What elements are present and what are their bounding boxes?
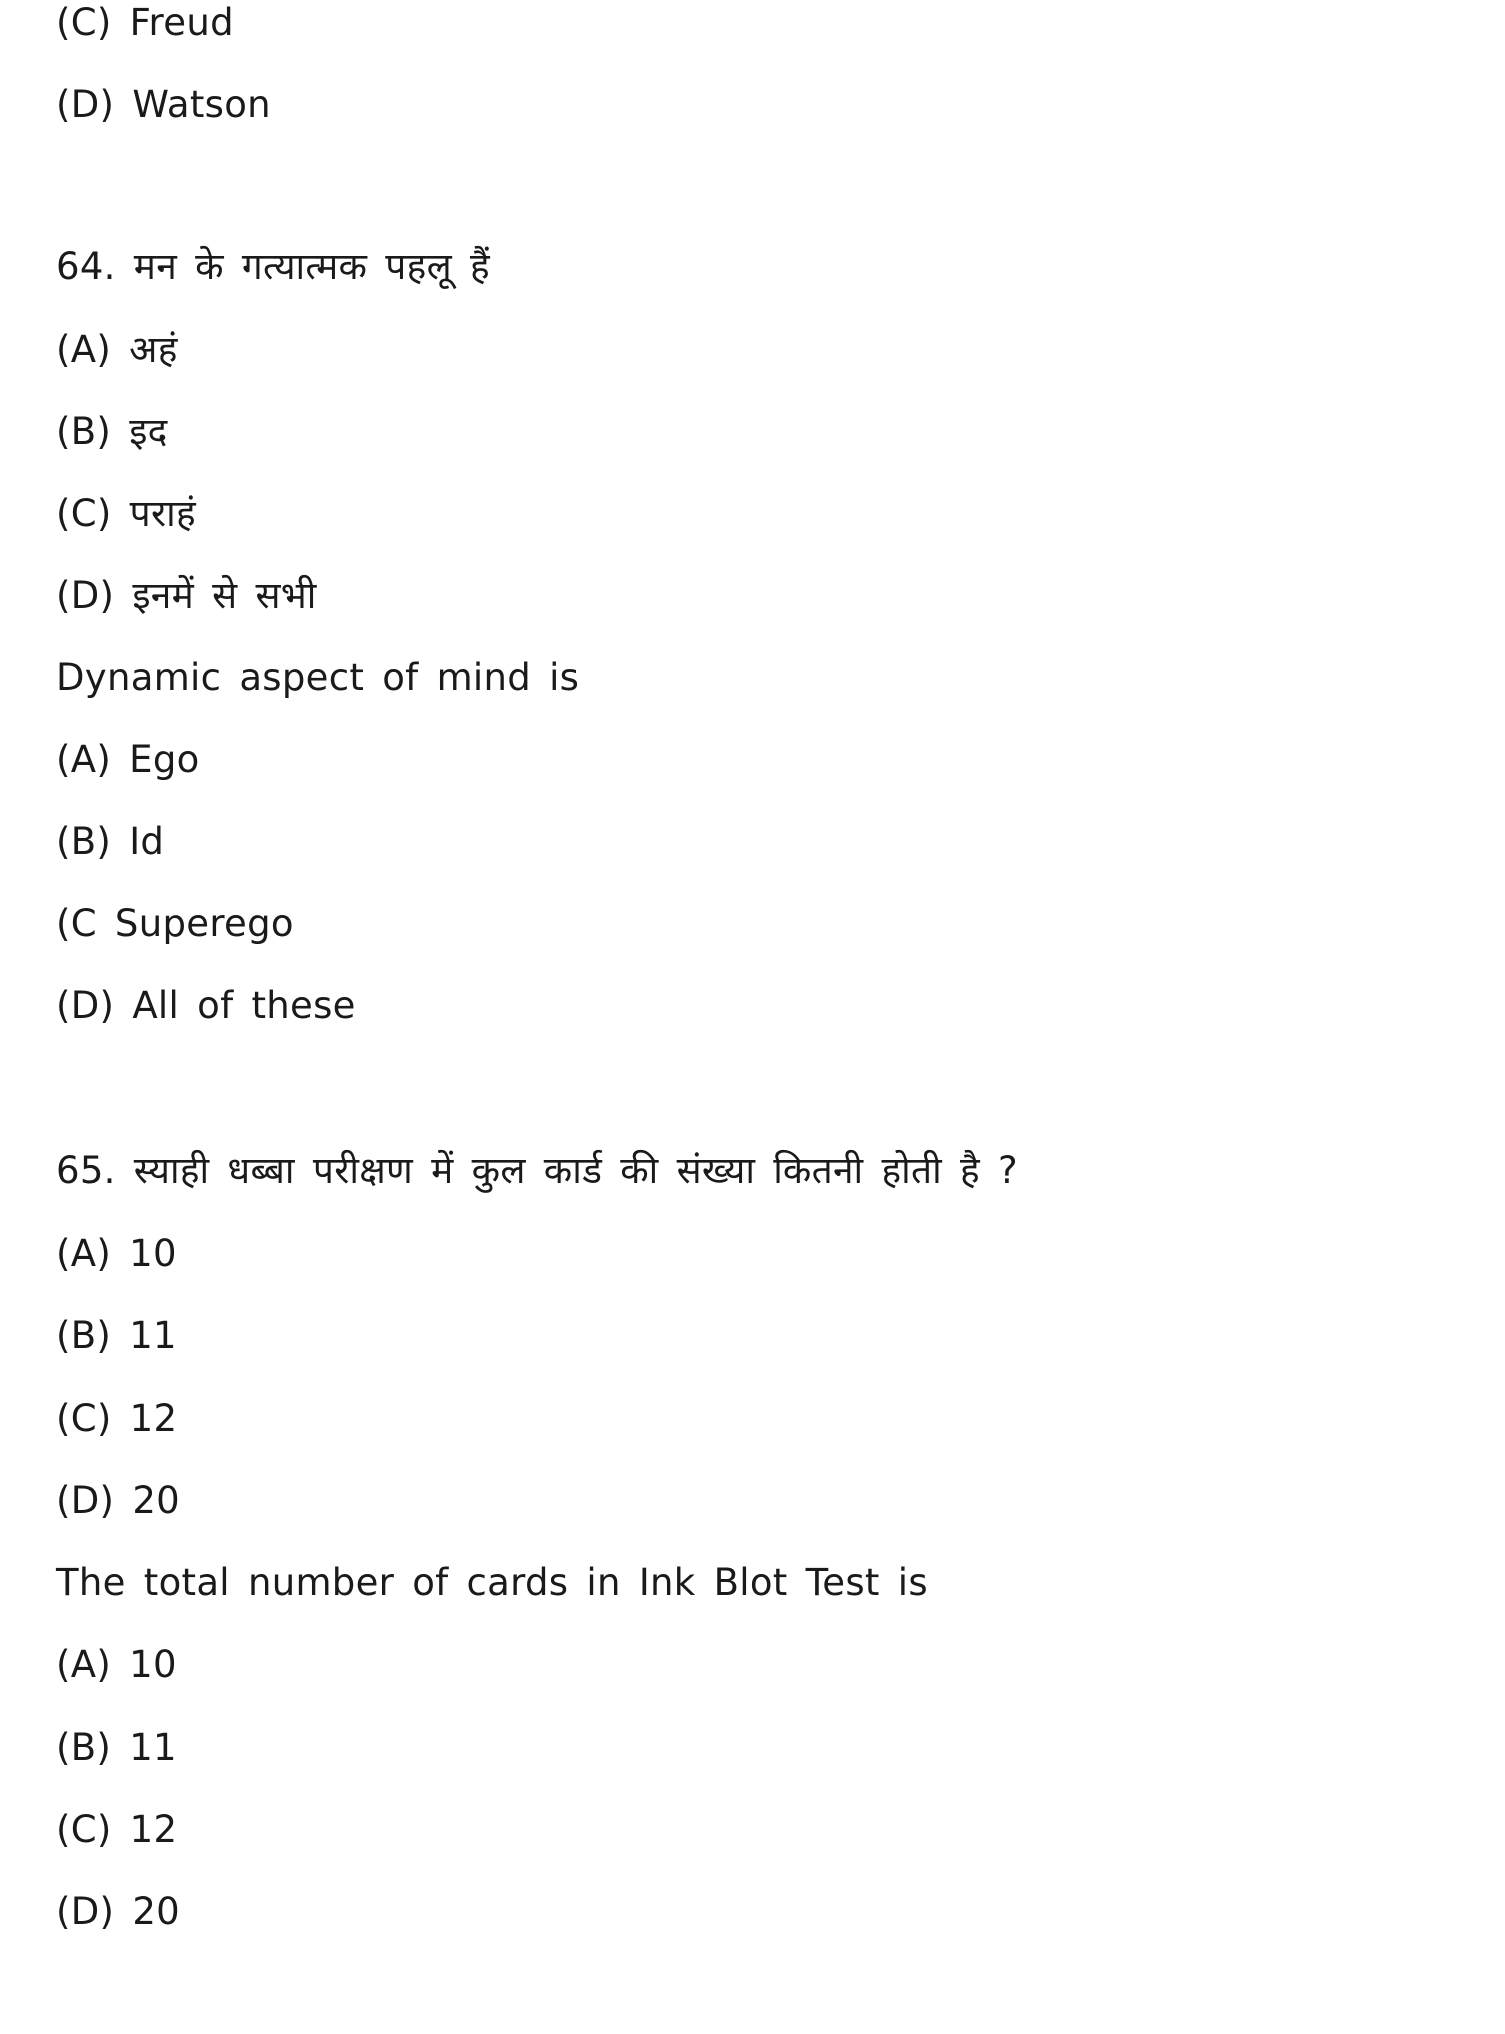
- q65-hindi-question: 65. स्याही धब्बा परीक्षण में कुल कार्ड की संख्या कितनी होती है ?: [56, 1149, 1018, 1192]
- q65-hindi-option-c: (C) 12: [56, 1397, 178, 1440]
- q64-hindi-option-b: (B) इद: [56, 410, 168, 453]
- q64-english-option-a: (A) Ego: [56, 738, 200, 781]
- q64-english-option-b: (B) Id: [56, 820, 165, 863]
- option-d-watson: (D) Watson: [56, 83, 271, 126]
- q64-english-question: Dynamic aspect of mind is: [56, 656, 580, 699]
- q65-english-option-a: (A) 10: [56, 1643, 177, 1686]
- q65-english-option-d: (D) 20: [56, 1890, 181, 1933]
- q64-hindi-option-c: (C) पराहं: [56, 492, 196, 535]
- q65-english-option-b: (B) 11: [56, 1726, 177, 1769]
- q64-hindi-question: 64. मन के गत्यात्मक पहलू हैं: [56, 245, 490, 288]
- q64-hindi-option-d: (D) इनमें से सभी: [56, 574, 317, 617]
- q64-english-option-c: (C Superego: [56, 902, 294, 945]
- q65-hindi-option-a: (A) 10: [56, 1232, 177, 1275]
- q65-english-option-c: (C) 12: [56, 1808, 178, 1851]
- option-c-freud: (C) Freud: [56, 1, 234, 44]
- q65-english-question: The total number of cards in Ink Blot Test is: [56, 1561, 928, 1604]
- q65-hindi-option-d: (D) 20: [56, 1479, 181, 1522]
- q64-english-option-d: (D) All of these: [56, 984, 356, 1027]
- q64-hindi-option-a: (A) अहं: [56, 328, 178, 371]
- q65-hindi-option-b: (B) 11: [56, 1314, 177, 1357]
